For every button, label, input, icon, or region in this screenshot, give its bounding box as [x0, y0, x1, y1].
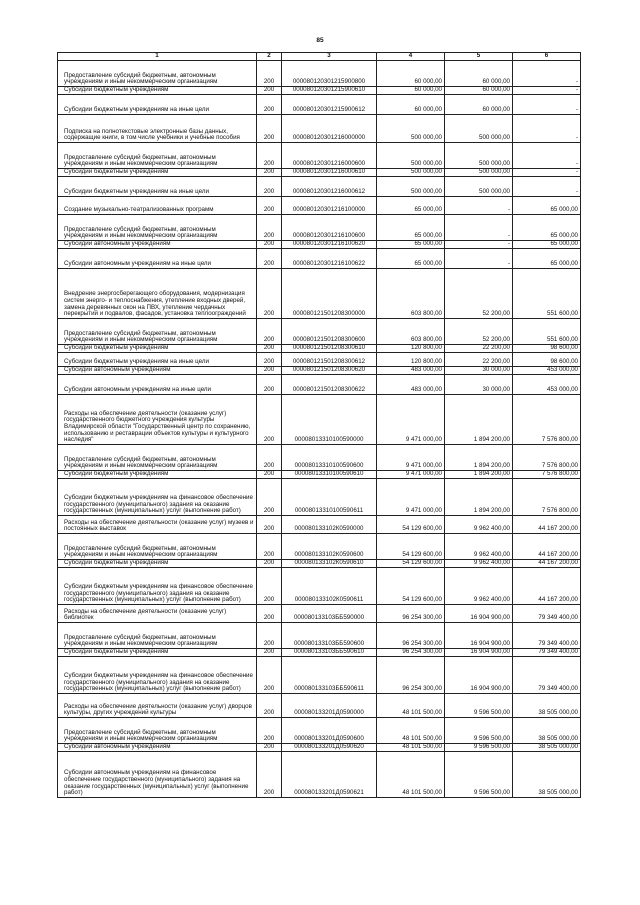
row-value-4: 500 000,00 — [377, 143, 445, 169]
row-code: 000080121501208300000 — [282, 269, 377, 319]
table-row — [58, 752, 581, 798]
row-name: Предоставление субсидий бюджетным, автономным учреждениям и иным некоммерческим организациям — [58, 718, 257, 744]
row-value-4: 65 000,00 — [377, 241, 445, 249]
row-code: 000080120301216000610 — [282, 169, 377, 177]
row-name: Субсидии бюджетным учреждениям — [58, 649, 257, 657]
row-value-5: 16 904 900,00 — [445, 649, 513, 657]
row-value-6: - — [513, 115, 581, 143]
row-name: Расходы на обеспечение деятельности (оказание услуг) музеев и постоянных выставок — [58, 516, 257, 534]
table-row — [58, 169, 581, 177]
row-code: 00008013310100590610 — [282, 471, 377, 479]
row-value-6: 7 576 800,00 — [513, 471, 581, 479]
row-column-2: 200 — [257, 445, 282, 471]
row-value-4: 500 000,00 — [377, 177, 445, 197]
row-column-2: 200 — [257, 395, 282, 445]
row-value-5: 1 894 200,00 — [445, 395, 513, 445]
row-value-5: 1 894 200,00 — [445, 445, 513, 471]
table-row — [58, 694, 581, 718]
row-column-2: 200 — [257, 177, 282, 197]
table-row — [58, 197, 581, 215]
row-code: 000080133102К0590611 — [282, 568, 377, 605]
row-value-6: - — [513, 143, 581, 169]
row-value-5: 9 596 500,00 — [445, 752, 513, 798]
row-column-2: 200 — [257, 623, 282, 649]
row-value-6: 44 167 200,00 — [513, 568, 581, 605]
column-header: 3 — [282, 53, 377, 61]
row-value-4: 500 000,00 — [377, 169, 445, 177]
row-name: Субсидии бюджетным учреждениям — [58, 345, 257, 353]
row-value-6: 44 167 200,00 — [513, 560, 581, 568]
row-value-6: 38 505 000,00 — [513, 718, 581, 744]
row-code: 000080121501208300620 — [282, 367, 377, 375]
row-code: 000080133102К0590600 — [282, 534, 377, 560]
row-value-4: 9 471 000,00 — [377, 471, 445, 479]
row-value-4: 96 254 300,00 — [377, 649, 445, 657]
column-header: 4 — [377, 53, 445, 61]
table-row — [58, 718, 581, 744]
column-header: 6 — [513, 53, 581, 61]
table-row — [58, 479, 581, 516]
row-value-6: 44 167 200,00 — [513, 534, 581, 560]
row-value-6: 98 600,00 — [513, 353, 581, 367]
row-name: Предоставление субсидий бюджетным, автономным учреждениям и иным некоммерческим организациям — [58, 319, 257, 345]
row-name: Субсидии бюджетным учреждениям на финансовое обеспечение государственного (муниципального) задания на оказание государственных (муниципальных) услуг (выполнение работ) — [58, 568, 257, 605]
row-value-5: 60 000,00 — [445, 61, 513, 87]
row-value-5: 9 962 400,00 — [445, 560, 513, 568]
row-value-5: 60 000,00 — [445, 87, 513, 95]
row-value-5: 52 200,00 — [445, 319, 513, 345]
row-value-5: 1 894 200,00 — [445, 471, 513, 479]
row-value-5: - — [445, 197, 513, 215]
row-name: Внедрение энергосберегающего оборудования, модернизация систем энерго- и теплоснабжения, утепление входных дверей, замена деревянных окон на ПВХ, утепление чердачных перекрытий и подвалов, фасадов, установка теплоограждений — [58, 269, 257, 319]
row-column-2: 200 — [257, 605, 282, 623]
row-value-5: 9 596 500,00 — [445, 744, 513, 752]
row-column-2: 200 — [257, 375, 282, 395]
row-value-4: 60 000,00 — [377, 61, 445, 87]
row-column-2: 200 — [257, 568, 282, 605]
row-value-4: 54 129 600,00 — [377, 516, 445, 534]
row-value-5: 52 200,00 — [445, 269, 513, 319]
table-row — [58, 568, 581, 605]
row-value-5: 22 200,00 — [445, 345, 513, 353]
table-row — [58, 269, 581, 319]
row-value-4: 483 000,00 — [377, 367, 445, 375]
row-column-2: 200 — [257, 534, 282, 560]
row-column-2: 200 — [257, 718, 282, 744]
row-code: 000080133201Д0590600 — [282, 718, 377, 744]
row-value-4: 96 254 300,00 — [377, 623, 445, 649]
row-column-2: 200 — [257, 353, 282, 367]
row-value-4: 483 000,00 — [377, 375, 445, 395]
row-column-2: 200 — [257, 345, 282, 353]
table-row — [58, 605, 581, 623]
row-value-5: 500 000,00 — [445, 143, 513, 169]
row-column-2: 200 — [257, 143, 282, 169]
row-value-6: 98 600,00 — [513, 345, 581, 353]
row-value-4: 96 254 300,00 — [377, 657, 445, 694]
row-value-6: 453 000,00 — [513, 375, 581, 395]
row-value-6: 65 000,00 — [513, 197, 581, 215]
row-code: 000080133103ББ590600 — [282, 623, 377, 649]
row-value-5: 60 000,00 — [445, 95, 513, 115]
row-code: 000080120301215900612 — [282, 95, 377, 115]
row-code: 00008013310100590000 — [282, 395, 377, 445]
row-name: Субсидии автономным учреждениям — [58, 367, 257, 375]
row-value-6: - — [513, 177, 581, 197]
row-value-6: 453 000,00 — [513, 367, 581, 375]
row-value-5: 16 904 900,00 — [445, 657, 513, 694]
row-value-5: 16 904 900,00 — [445, 623, 513, 649]
row-value-4: 60 000,00 — [377, 95, 445, 115]
row-value-6: 38 505 000,00 — [513, 694, 581, 718]
table-row — [58, 87, 581, 95]
row-value-4: 9 471 000,00 — [377, 445, 445, 471]
row-value-5: 9 596 500,00 — [445, 718, 513, 744]
row-value-6: - — [513, 169, 581, 177]
row-column-2: 200 — [257, 197, 282, 215]
row-column-2: 200 — [257, 215, 282, 241]
row-value-4: 603 800,00 — [377, 269, 445, 319]
row-value-4: 603 800,00 — [377, 319, 445, 345]
row-code: 000080121501208300610 — [282, 345, 377, 353]
row-code: 000080133201Д0590000 — [282, 694, 377, 718]
table-row — [58, 345, 581, 353]
row-value-4: 120 800,00 — [377, 353, 445, 367]
table-row — [58, 367, 581, 375]
row-name: Предоставление субсидий бюджетным, автономным учреждениям и иным некоммерческим организациям — [58, 534, 257, 560]
page-number: 85 — [316, 37, 324, 44]
row-column-2: 200 — [257, 87, 282, 95]
row-code: 000080120301216000000 — [282, 115, 377, 143]
row-value-5: 9 596 500,00 — [445, 694, 513, 718]
row-code: 000080133103ББ590000 — [282, 605, 377, 623]
row-value-6: 7 576 800,00 — [513, 395, 581, 445]
row-code: 000080133103ББ590611 — [282, 657, 377, 694]
row-value-4: 65 000,00 — [377, 197, 445, 215]
row-column-2: 200 — [257, 61, 282, 87]
row-value-4: 9 471 000,00 — [377, 395, 445, 445]
row-column-2: 200 — [257, 560, 282, 568]
row-value-5: 30 000,00 — [445, 375, 513, 395]
row-code: 000080120301216100600 — [282, 215, 377, 241]
table-row — [58, 215, 581, 241]
row-value-6: 79 349 400,00 — [513, 623, 581, 649]
row-name: Субсидии автономным учреждениям на иные цели — [58, 249, 257, 269]
column-header: 1 — [58, 53, 257, 61]
table-row — [58, 143, 581, 169]
row-column-2: 200 — [257, 694, 282, 718]
row-name: Предоставление субсидий бюджетным, автономным учреждениям и иным некоммерческим организациям — [58, 445, 257, 471]
table-row — [58, 623, 581, 649]
row-name: Предоставление субсидий бюджетным, автономным учреждениям и иным некоммерческим организациям — [58, 215, 257, 241]
row-name: Предоставление субсидий бюджетным, автономным учреждениям и иным некоммерческим организациям — [58, 623, 257, 649]
row-value-4: 54 129 600,00 — [377, 568, 445, 605]
row-value-6: - — [513, 61, 581, 87]
row-value-5: 1 894 200,00 — [445, 479, 513, 516]
row-value-5: 9 962 400,00 — [445, 516, 513, 534]
table-row — [58, 649, 581, 657]
row-name: Подписка на полнотекстовые электронные базы данных, содержащие книги, в том числе учебники и учебные пособия — [58, 115, 257, 143]
row-name: Расходы на обеспечение деятельности (оказание услуг) дворцов культуры, других учреждений культуры — [58, 694, 257, 718]
row-column-2: 200 — [257, 95, 282, 115]
row-code: 000080120301216100620 — [282, 241, 377, 249]
row-value-6: 551 600,00 — [513, 319, 581, 345]
row-value-6: 7 576 800,00 — [513, 479, 581, 516]
row-name: Субсидии автономным учреждениям на иные цели — [58, 375, 257, 395]
row-column-2: 200 — [257, 269, 282, 319]
row-code: 000080120301216100000 — [282, 197, 377, 215]
row-value-5: - — [445, 241, 513, 249]
row-column-2: 200 — [257, 471, 282, 479]
row-value-5: 500 000,00 — [445, 177, 513, 197]
row-name: Субсидии бюджетным учреждениям — [58, 87, 257, 95]
row-value-4: 48 101 500,00 — [377, 752, 445, 798]
column-header: 2 — [257, 53, 282, 61]
row-name: Субсидии автономным учреждениям — [58, 744, 257, 752]
row-code: 00008013310100590611 — [282, 479, 377, 516]
row-code: 000080120301216000600 — [282, 143, 377, 169]
row-value-4: 500 000,00 — [377, 115, 445, 143]
row-value-4: 96 254 300,00 — [377, 605, 445, 623]
table-row — [58, 516, 581, 534]
row-code: 000080120301216000612 — [282, 177, 377, 197]
row-value-4: 120 800,00 — [377, 345, 445, 353]
row-name: Субсидии бюджетным учреждениям — [58, 471, 257, 479]
budget-table — [57, 52, 581, 798]
row-column-2: 200 — [257, 367, 282, 375]
row-value-4: 65 000,00 — [377, 215, 445, 241]
row-code: 000080133102К0590000 — [282, 516, 377, 534]
table-row — [58, 657, 581, 694]
row-column-2: 200 — [257, 744, 282, 752]
row-code: 00008013310100590600 — [282, 445, 377, 471]
row-value-4: 54 129 600,00 — [377, 560, 445, 568]
row-value-6: 65 000,00 — [513, 215, 581, 241]
row-value-6: 79 349 400,00 — [513, 649, 581, 657]
row-code: 000080120301215900610 — [282, 87, 377, 95]
row-code: 000080121501208300622 — [282, 375, 377, 395]
row-value-4: 60 000,00 — [377, 87, 445, 95]
row-value-5: 500 000,00 — [445, 115, 513, 143]
row-name: Субсидии бюджетным учреждениям на иные цели — [58, 177, 257, 197]
row-column-2: 200 — [257, 752, 282, 798]
row-value-5: 500 000,00 — [445, 169, 513, 177]
row-value-5: 9 962 400,00 — [445, 568, 513, 605]
table-row — [58, 744, 581, 752]
row-value-6: 65 000,00 — [513, 249, 581, 269]
table-row — [58, 61, 581, 87]
table-row — [58, 115, 581, 143]
row-name: Субсидии бюджетным учреждениям на финансовое обеспечение государственного (муниципального) задания на оказание государственных (муниципальных) услуг (выполнение работ) — [58, 479, 257, 516]
row-name: Субсидии бюджетным учреждениям — [58, 169, 257, 177]
header-row — [58, 53, 581, 61]
table-row — [58, 471, 581, 479]
table-row — [58, 241, 581, 249]
row-name: Субсидии бюджетным учреждениям на иные цели — [58, 95, 257, 115]
row-column-2: 200 — [257, 241, 282, 249]
row-name: Субсидии бюджетным учреждениям на финансовое обеспечение государственного (муниципального) задания на оказание государственных (муниципальных) услуг (выполнение работ) — [58, 657, 257, 694]
row-name: Создание музыкально-театрализованных программ — [58, 197, 257, 215]
row-value-6: - — [513, 87, 581, 95]
row-value-5: 30 000,00 — [445, 367, 513, 375]
row-column-2: 200 — [257, 657, 282, 694]
row-code: 000080133201Д0590621 — [282, 752, 377, 798]
table-row — [58, 319, 581, 345]
row-value-6: - — [513, 95, 581, 115]
row-value-4: 65 000,00 — [377, 249, 445, 269]
row-name: Субсидии автономным учреждениям на финансовое обеспечение государственного (муниципального) задания на оказание государственных (муниципальных) услуг (выполнение работ) — [58, 752, 257, 798]
row-value-6: 44 167 200,00 — [513, 516, 581, 534]
row-value-5: - — [445, 215, 513, 241]
row-column-2: 200 — [257, 649, 282, 657]
row-code: 000080121501208300612 — [282, 353, 377, 367]
row-column-2: 200 — [257, 479, 282, 516]
row-name: Субсидии бюджетным учреждениям на иные цели — [58, 353, 257, 367]
row-column-2: 200 — [257, 516, 282, 534]
row-name: Предоставление субсидий бюджетным, автономным учреждениям и иным некоммерческим организациям — [58, 61, 257, 87]
table-row — [58, 395, 581, 445]
row-value-4: 48 101 500,00 — [377, 694, 445, 718]
table-row — [58, 95, 581, 115]
table-row — [58, 177, 581, 197]
row-value-5: 16 904 900,00 — [445, 605, 513, 623]
row-name: Субсидии автономным учреждениям — [58, 241, 257, 249]
column-header: 5 — [445, 53, 513, 61]
table-row — [58, 560, 581, 568]
row-column-2: 200 — [257, 169, 282, 177]
row-value-6: 65 000,00 — [513, 241, 581, 249]
row-value-4: 54 129 600,00 — [377, 534, 445, 560]
row-value-4: 48 101 500,00 — [377, 744, 445, 752]
row-name: Субсидии бюджетным учреждениям — [58, 560, 257, 568]
row-value-5: 9 962 400,00 — [445, 534, 513, 560]
table-row — [58, 445, 581, 471]
table-row — [58, 353, 581, 367]
row-value-6: 38 505 000,00 — [513, 744, 581, 752]
row-column-2: 200 — [257, 249, 282, 269]
row-code: 000080121501208300600 — [282, 319, 377, 345]
row-code: 000080120301215900800 — [282, 61, 377, 87]
row-column-2: 200 — [257, 319, 282, 345]
row-code: 000080120301216100622 — [282, 249, 377, 269]
table-row — [58, 534, 581, 560]
table-row — [58, 375, 581, 395]
row-value-6: 551 600,00 — [513, 269, 581, 319]
row-value-6: 79 349 400,00 — [513, 657, 581, 694]
row-value-5: - — [445, 249, 513, 269]
row-value-6: 7 576 800,00 — [513, 445, 581, 471]
row-code: 000080133201Д0590620 — [282, 744, 377, 752]
row-value-4: 9 471 000,00 — [377, 479, 445, 516]
row-name: Предоставление субсидий бюджетным, автономным учреждениям и иным некоммерческим организациям — [58, 143, 257, 169]
row-value-4: 48 101 500,00 — [377, 718, 445, 744]
row-column-2: 200 — [257, 115, 282, 143]
row-value-5: 22 200,00 — [445, 353, 513, 367]
table-row — [58, 249, 581, 269]
row-name: Расходы на обеспечение деятельности (оказание услуг) библиотек — [58, 605, 257, 623]
row-value-6: 79 349 400,00 — [513, 605, 581, 623]
row-value-6: 38 505 000,00 — [513, 752, 581, 798]
row-name: Расходы на обеспечение деятельности (оказание услуг) государственного бюджетного учреждения культуры Владимирской области "Государственный центр по сохранению, использованию и реставрации объектов культуры и культурного наследия" — [58, 395, 257, 445]
row-code: 000080133103ББ590610 — [282, 649, 377, 657]
row-code: 000080133102К0590610 — [282, 560, 377, 568]
